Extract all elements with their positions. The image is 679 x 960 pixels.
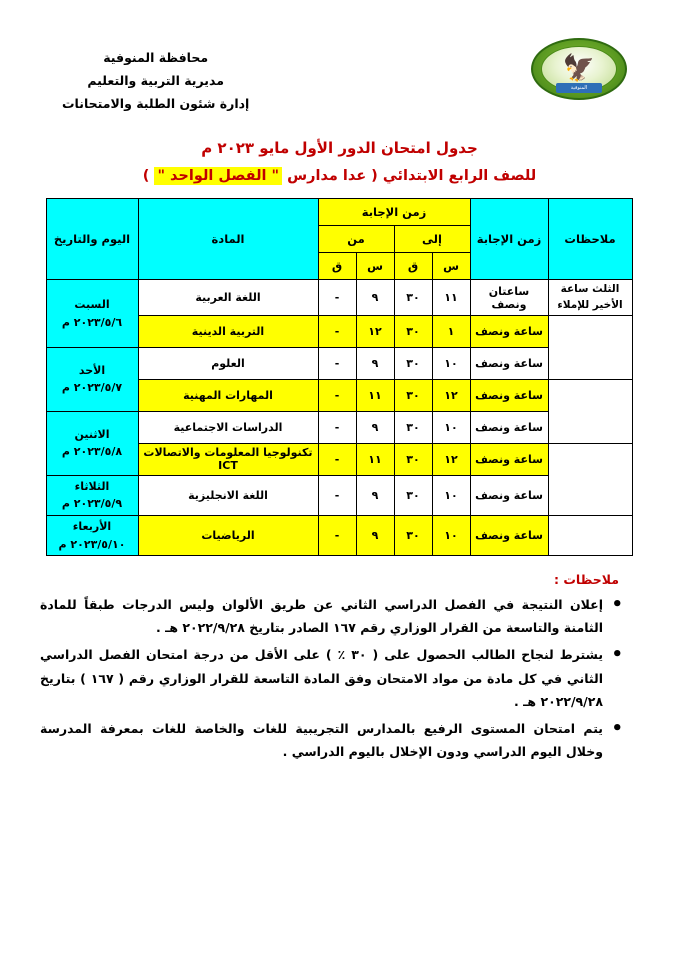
day-name: الثلاثاء xyxy=(74,479,110,493)
cell-from-hour: ٩ xyxy=(356,516,394,556)
issuer-block xyxy=(52,38,249,115)
cell-from-minute: - xyxy=(318,411,356,443)
day-name: الأحد xyxy=(78,363,106,377)
cell-to-minute: ٣٠ xyxy=(394,443,432,475)
cell-to-hour: ١٠ xyxy=(432,475,470,515)
cell-to-minute: ٣٠ xyxy=(394,280,432,315)
cell-from-hour: ٩ xyxy=(356,411,394,443)
table-header-row-1 xyxy=(46,199,632,226)
header-day-date: اليوم والتاريخ xyxy=(46,199,138,280)
day-date: ٢٠٢٣/٥/٨ م xyxy=(61,445,123,459)
cell-from-minute: - xyxy=(318,379,356,411)
table-row xyxy=(46,411,632,443)
cell-to-minute: ٣٠ xyxy=(394,516,432,556)
cell-from-hour: ١٢ xyxy=(356,315,394,347)
header-answer-time: زمن الإجابة xyxy=(470,199,548,280)
cell-from-minute: - xyxy=(318,315,356,347)
cell-subject: اللغة الانجليزية xyxy=(138,475,318,515)
cell-to-minute: ٣٠ xyxy=(394,475,432,515)
subtitle-prefix: للصف الرابع الابتدائي ( عدا مدارس xyxy=(287,168,537,185)
cell-to-minute: ٣٠ xyxy=(394,379,432,411)
cell-to-hour: ١٠ xyxy=(432,411,470,443)
table-row xyxy=(46,280,632,315)
table-row xyxy=(46,475,632,515)
governorate-line: محافظة المنوفية xyxy=(103,50,209,65)
subtitle-suffix: ) xyxy=(142,168,150,185)
cell-to-hour: ١٠ xyxy=(432,347,470,379)
table-body xyxy=(46,280,632,556)
cell-notes xyxy=(548,379,632,443)
cell-day-date xyxy=(46,516,138,556)
header-answer-period: زمن الإجابة xyxy=(318,199,470,226)
cell-from-minute: - xyxy=(318,280,356,315)
cell-answer-time: ساعة ونصف xyxy=(470,475,548,515)
page-title: جدول امتحان الدور الأول مايو ٢٠٢٣ م xyxy=(201,139,478,158)
header-from: من xyxy=(318,226,394,253)
department-line: إدارة شئون الطلبة والامتحانات xyxy=(62,96,250,112)
header-subject: المادة xyxy=(138,199,318,280)
cell-notes xyxy=(548,443,632,515)
cell-answer-time: ساعة ونصف xyxy=(470,347,548,379)
cell-day-date xyxy=(46,280,138,347)
cell-day-date xyxy=(46,475,138,515)
table-row xyxy=(46,516,632,556)
cell-to-hour: ١٢ xyxy=(432,379,470,411)
cell-subject: الدراسات الاجتماعية xyxy=(138,411,318,443)
cell-from-hour: ٩ xyxy=(356,347,394,379)
day-date: ٢٠٢٣/٥/٦ م xyxy=(61,315,123,329)
cell-answer-time: ساعة ونصف xyxy=(470,516,548,556)
cell-answer-time: ساعتان ونصف xyxy=(470,280,548,315)
cell-from-hour: ٩ xyxy=(356,475,394,515)
day-name: الاثنين xyxy=(74,427,110,441)
logo-caption: المنوفية xyxy=(570,85,588,91)
day-date: ٢٠٢٣/٥/١٠ م xyxy=(58,537,126,551)
governorate-logo-icon xyxy=(531,38,627,100)
exam-schedule-table-wrapper xyxy=(47,198,633,556)
cell-answer-time: ساعة ونصف xyxy=(470,411,548,443)
cell-from-hour: ٩ xyxy=(356,280,394,315)
exam-schedule-table xyxy=(46,198,633,556)
cell-subject: اللغة العربية xyxy=(138,280,318,315)
cell-to-minute: ٣٠ xyxy=(394,411,432,443)
day-date: ٢٠٢٣/٥/٩ م xyxy=(61,497,123,511)
cell-notes: الثلث ساعة الأخير للإملاء xyxy=(548,280,632,315)
cell-answer-time: ساعة ونصف xyxy=(470,443,548,475)
notes-title: ملاحظات : xyxy=(553,572,619,588)
notes-list xyxy=(0,593,679,763)
cell-day-date xyxy=(46,347,138,411)
table-row xyxy=(46,347,632,379)
day-name: الأربعاء xyxy=(72,520,112,533)
cell-to-minute: ٣٠ xyxy=(394,347,432,379)
header-notes: ملاحظات xyxy=(548,199,632,280)
cell-to-hour: ١١ xyxy=(432,280,470,315)
day-name: السبت xyxy=(74,298,110,311)
page-subtitle xyxy=(0,168,679,184)
cell-from-minute: - xyxy=(318,443,356,475)
document-header xyxy=(0,0,679,115)
cell-subject: التربية الدينية xyxy=(138,315,318,347)
header-to-minute: ق xyxy=(394,253,432,280)
header-from-minute: ق xyxy=(318,253,356,280)
subtitle-highlight: " الفصل الواحد " xyxy=(154,167,282,185)
cell-answer-time: ساعة ونصف xyxy=(470,379,548,411)
note-item: • إعلان النتيجة في الفصل الدراسي الثاني عن طريق الألوان وليس الدرجات طبقاً للمادة الثامنة والتاسعة من القرار الوزاري رقم ١٦٧ الصادر بتاريخ ٢٠٢٢/٩/٢٨ هـ . xyxy=(40,593,623,639)
cell-day-date xyxy=(46,411,138,475)
cell-subject: تكنولوجيا المعلومات والاتصالات ICT xyxy=(138,443,318,475)
cell-from-hour: ١١ xyxy=(356,443,394,475)
header-to: إلى xyxy=(394,226,470,253)
directorate-line: مديرية التربية والتعليم xyxy=(87,73,224,89)
cell-to-minute: ٣٠ xyxy=(394,315,432,347)
cell-to-hour: ١٢ xyxy=(432,443,470,475)
cell-from-minute: - xyxy=(318,347,356,379)
note-item: • يشترط لنجاح الطالب الحصول على ( ٣٠ ٪ ) على الأقل من درجة امتحان الفصل الدراسي الثاني في كل مادة من مواد الامتحان وفق المادة التاسعة للقرار الوزاري رقم ( ١٦٧ ) بتاريخ ٢٠٢٢/٩/٢٨ هـ . xyxy=(40,643,623,712)
eagle-icon: 🦅 xyxy=(562,53,596,84)
note-item: • يتم امتحان المستوى الرفيع بالمدارس التجريبية للغات والخاصة للغات بمعرفة المدرسة وخلال اليوم الدراسي ودون الإخلال باليوم الدراسي . xyxy=(40,717,623,763)
header-from-hour: س xyxy=(356,253,394,280)
cell-subject: العلوم xyxy=(138,347,318,379)
cell-subject: المهارات المهنية xyxy=(138,379,318,411)
cell-answer-time: ساعة ونصف xyxy=(470,315,548,347)
cell-to-hour: ١٠ xyxy=(432,516,470,556)
table-head xyxy=(46,199,632,280)
header-to-hour: س xyxy=(432,253,470,280)
day-date: ٢٠٢٣/٥/٧ م xyxy=(61,381,123,395)
cell-notes xyxy=(548,516,632,556)
cell-subject: الرياضيات xyxy=(138,516,318,556)
cell-from-minute: - xyxy=(318,516,356,556)
cell-to-hour: ١ xyxy=(432,315,470,347)
cell-from-minute: - xyxy=(318,475,356,515)
cell-from-hour: ١١ xyxy=(356,379,394,411)
cell-notes xyxy=(548,315,632,379)
